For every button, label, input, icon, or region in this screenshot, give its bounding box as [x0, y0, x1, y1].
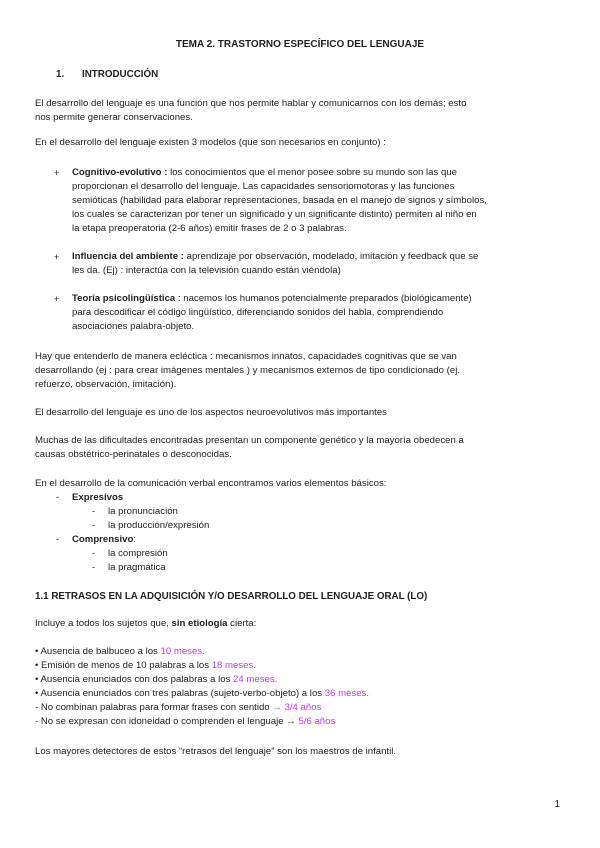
text-line: para descodificar el código lingüístico, diferenciando sonidos del habla, comprendiendo	[72, 307, 444, 318]
text-run: - No se expresan con idoneidad o comprenden el lenguaje →	[35, 716, 299, 727]
list-suffix: :	[133, 534, 136, 545]
text-line: los conocimientos que el menor posee sobre su mundo son las que	[167, 167, 457, 178]
list-text: la compresión	[108, 548, 168, 559]
delay-item	[35, 701, 563, 715]
delay-item	[35, 687, 563, 701]
dash-mark: -	[92, 562, 96, 573]
text-run: • Emisión de menos de 10 palabras a los	[35, 660, 212, 671]
elements-paragraph: En el desarrollo de la comunicación verbal encontramos varios elementos básicos:	[35, 478, 387, 489]
highlight-run: 5/6 años	[298, 716, 336, 727]
text-line: asociaciones palabra-objeto.	[72, 321, 195, 332]
dash-mark: -	[92, 520, 96, 531]
delay-item	[35, 659, 563, 673]
page-number: 1	[554, 799, 560, 810]
list-item-comprensivo	[56, 533, 136, 547]
text-line: refuerzo, observación, imitación).	[35, 379, 177, 390]
model-item-psicolinguistica	[54, 292, 562, 334]
list-text: la producción/expresión	[108, 520, 210, 531]
section-heading-introduccion	[56, 68, 158, 82]
list-subitem	[92, 561, 166, 575]
list-label: Expresivos	[72, 492, 124, 503]
text-run: cierta:	[227, 618, 257, 629]
difficulties-paragraph	[35, 434, 563, 462]
text-run: • Ausencia de balbuceo a los	[35, 646, 161, 657]
dash-mark: -	[56, 492, 60, 503]
bullet-mark: +	[54, 252, 60, 262]
dash-mark: -	[92, 506, 96, 517]
list-text: la pragmática	[108, 562, 166, 573]
delay-item	[35, 673, 563, 687]
intro-paragraph-2: En el desarrollo del lenguaje existen 3 modelos (que son necesarios en conjunto) :	[35, 137, 386, 148]
list-item-expresivos	[56, 491, 124, 505]
bullet-mark: +	[54, 168, 60, 178]
delays-list	[35, 645, 563, 729]
eclectic-paragraph	[35, 350, 563, 392]
highlight-run: 24 meses.	[233, 674, 278, 685]
text-line: Muchas de las dificultades encontradas presentan un componente genético y la mayoría obedecen a	[35, 435, 464, 446]
text-line: les da. (Ej) : interactúa con la televisión cuando están viéndola)	[72, 265, 341, 276]
model-item-ambiente	[54, 250, 562, 278]
list-label: Comprensivo	[72, 534, 134, 545]
list-subitem	[92, 519, 210, 533]
section-number: 1.	[56, 69, 65, 80]
text-line: la etapa preoperatoria (2-6 años) emitir frases de 2 o 3 palabras.	[72, 223, 347, 234]
text-line: Hay que entenderlo de manera ecléctica : mecanismos innatos, capacidades cognitivas que se van	[35, 351, 457, 362]
text-line: El desarrollo del lenguaje es una función que nos permite hablar y comunicarnos con los demás; esto	[35, 98, 467, 109]
model-term: Influencia del ambiente :	[72, 251, 184, 262]
text-run: • Ausencia enunciados con tres palabras (sujeto-verbo-objeto) a los	[35, 688, 325, 699]
intro-paragraph-1	[35, 97, 563, 125]
includes-paragraph	[35, 617, 563, 631]
bold-run: sin etiología	[171, 618, 228, 629]
dash-mark: -	[56, 534, 60, 545]
list-text: la pronunciación	[108, 506, 178, 517]
text-line: desarrollando (ej : para crear imágenes mentales ) y mecanismos externos de tipo condicionado (ej.	[35, 365, 461, 376]
section-heading-retrasos: 1.1 RETRASOS EN LA ADQUISICIÓN Y/O DESARROLLO DEL LENGUAJE ORAL (LO)	[35, 591, 428, 602]
section-label: INTRODUCCIÓN	[82, 69, 159, 80]
detectors-paragraph: Los mayores detectores de estos “retrasos del lenguaje” son los maestros de infantil.	[35, 746, 397, 757]
highlight-run: 36 meses.	[324, 688, 370, 699]
model-term: Teoría psicolingüística	[72, 293, 176, 304]
text-line: proporcionan el desarrollo del lenguaje. Las capacidades sensoriomotoras y las funciones	[72, 181, 455, 192]
text-run: • Ausencia enunciados con dos palabras a los	[35, 674, 234, 685]
model-item-cognitivo	[54, 166, 562, 236]
highlight-run: → 3/4 años	[272, 702, 322, 713]
text-line: semióticas (habilidad para elaborar representaciones, basada en el manejo de signos y símbolos,	[72, 195, 487, 206]
highlight-run: 10 meses.	[160, 646, 205, 657]
delay-item	[35, 645, 563, 659]
list-subitem	[92, 505, 178, 519]
highlight-run: 18 meses.	[211, 660, 256, 671]
text-line: : nacemos los humanos potencialmente preparados (biológicamente)	[175, 293, 472, 304]
page-title: TEMA 2. TRASTORNO ESPECÍFICO DEL LENGUAJE	[175, 39, 425, 50]
list-subitem	[92, 547, 168, 561]
neuro-paragraph: El desarrollo del lenguaje es uno de los aspectos neuroevolutivos más importantes	[35, 407, 387, 418]
text-run: - No combinan palabras para formar frases con sentido	[35, 702, 273, 713]
delay-item	[35, 715, 563, 729]
text-line: nos permite generar conservaciones.	[35, 112, 193, 123]
model-term: Cognitivo-evolutivo :	[72, 167, 168, 178]
bullet-mark: +	[54, 294, 60, 304]
text-run: Incluye a todos los sujetos que,	[35, 618, 172, 629]
text-line: los cuales se caracterizan por tener un significado y un significante distinto) permiten al niño en	[72, 209, 477, 220]
text-line: aprendizaje por observación, modelado, imitación y feedback que se	[183, 251, 479, 262]
dash-mark: -	[92, 548, 96, 559]
text-line: causas obstétrico-perinatales o desconocidas.	[35, 449, 232, 460]
